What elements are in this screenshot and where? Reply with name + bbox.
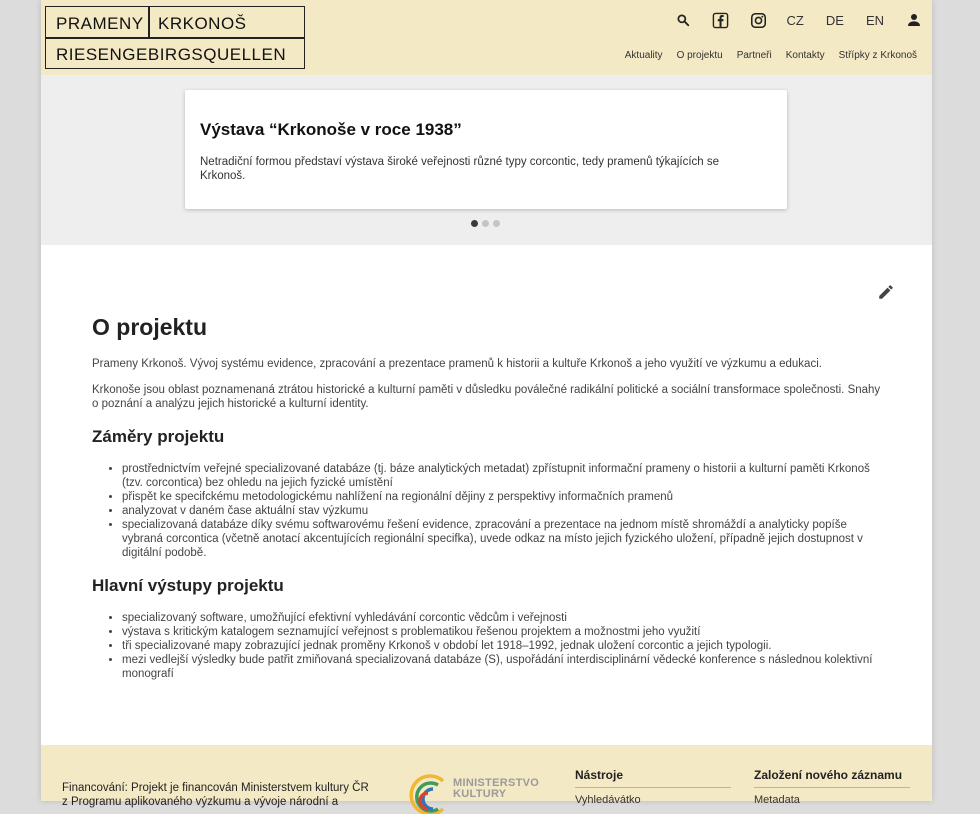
footer-link-search[interactable]: Vyhledávátko <box>575 794 641 806</box>
footer-heading-new-record: Založení nového záznamu <box>754 768 910 788</box>
carousel-card[interactable] <box>185 90 787 209</box>
ministry-logo-text <box>453 778 539 800</box>
nav-item-stripky[interactable]: Střípky z Krkonoš <box>838 50 917 61</box>
edit-icon[interactable] <box>877 283 895 301</box>
list-item: • přispět ke specifckému metodologickému nahlížení na regionální dějiny z perspektivy informačních pramenů <box>122 490 882 504</box>
nav-item-aktuality[interactable]: Aktuality <box>624 50 663 61</box>
language-de[interactable]: DE <box>825 12 844 28</box>
footer-column-new-record <box>754 768 910 806</box>
logo-text-riesengebirgsquellen: RIESENGEBIRGSQUELLEN <box>56 45 287 64</box>
instagram-icon[interactable] <box>749 10 769 30</box>
carousel-dot-2[interactable] <box>482 220 489 227</box>
ministry-line-2: KULTURY <box>453 788 507 800</box>
nav-item-partneri[interactable]: Partneři <box>736 50 772 61</box>
language-cz[interactable]: CZ <box>786 12 804 28</box>
main-content <box>92 311 882 680</box>
facebook-icon[interactable] <box>711 10 731 30</box>
description-paragraph: Krkonoše jsou oblast poznamenaná ztrátou historické a kulturní paměti v důsledku poválečné radikální politické a sociální transformace společnosti. Snahy o poznání a analýzu jejich historické a kulturní identity. <box>92 384 881 410</box>
funding-text: Financování: Projekt je financován Ministerstvem kultury ČR z Programu aplikovaného výzkumu a vývoje národní a <box>62 782 369 808</box>
section-title-outputs: Hlavní výstupy projektu <box>92 576 284 595</box>
search-icon[interactable] <box>673 10 693 30</box>
carousel-dot-3[interactable] <box>493 220 500 227</box>
page <box>41 0 932 808</box>
carousel-indicators <box>471 220 504 227</box>
logo-text-krkonos: KRKONOŠ <box>158 14 247 33</box>
carousel-card-text: Netradiční formou představí výstava široké veřejnosti různé typy corcontic, tedy pramenů týkajících se Krkonoš. <box>200 156 719 182</box>
list-item: • analyzovat v daném čase aktuální stav výzkumu <box>122 504 882 518</box>
logo-text-prameny: PRAMENY <box>56 14 144 33</box>
hero-carousel <box>41 75 932 245</box>
logo-divider <box>46 37 304 39</box>
ministry-logo-icon <box>403 769 449 814</box>
section-title-goals: Záměry projektu <box>92 427 225 446</box>
footer-link-metadata[interactable]: Metadata <box>754 794 800 806</box>
nav-item-kontakty[interactable]: Kontakty <box>785 50 825 61</box>
list-item: • tři specializované mapy zobrazující jednak proměny Krkonoš v období let 1918–1992, jednak uložení corcontic a jejich typologii. <box>122 639 882 653</box>
outputs-list <box>92 611 882 681</box>
carousel-card-title: Výstava “Krkonoše v roce 1938” <box>200 120 462 139</box>
carousel-dot-1[interactable] <box>471 220 478 227</box>
goals-list <box>92 462 882 560</box>
list-item: • specializovaný software, umožňující efektivní vyhledávání corcontic vědcům i veřejnosti <box>122 611 882 625</box>
language-en[interactable]: EN <box>865 12 884 28</box>
header <box>41 0 932 75</box>
intro-paragraph: Prameny Krkonoš. Vývoj systému evidence, zpracování a prezentace pramenů k historii a kultuře Krkonoš a jeho využití ve výzkumu a edukaci. <box>92 358 822 370</box>
site-logo[interactable] <box>45 6 305 69</box>
header-toolbar <box>673 10 924 30</box>
nav-item-o-projektu[interactable]: O projektu <box>676 50 723 61</box>
list-item: • prostřednictvím veřejné specializované databáze (tj. báze analytických metadat) zpřístupnit informační prameny o historii a kulturní paměti Krkonoš (tzv. corcontica) bez ohledu na jejich fyzické umístění <box>122 462 882 490</box>
ministry-line-1: MINISTERSTVO <box>453 777 540 789</box>
page-title: O projektu <box>92 314 208 340</box>
list-item: • mezi vedlejší výsledky bude patřit zmiňovaná specializovaná databáze (S), uspořádání interdisciplinární vědecké konference s následnou kolektivní monografí <box>122 653 882 681</box>
user-icon[interactable] <box>904 10 924 30</box>
logo-divider <box>148 7 150 38</box>
footer-column-tools <box>575 768 731 806</box>
footer-heading-tools: Nástroje <box>575 768 731 788</box>
list-item: • specializovaná databáze díky svému softwarovému řešení evidence, zpracování a prezentace na jednom místě shromáždí a analyticky popíše vybraná corcontica (včetně anotací akcentujících regionální specifka), uvede odkaz na místo jejich fyzického uložení, případně jejich dostupnost v digitální podobě. <box>122 518 882 560</box>
list-item: • výstava s kritickým katalogem seznamující veřejnost s problematikou řešenou projektem a možnostmi jeho využití <box>122 625 882 639</box>
footer <box>41 745 932 808</box>
main-nav <box>611 50 917 61</box>
